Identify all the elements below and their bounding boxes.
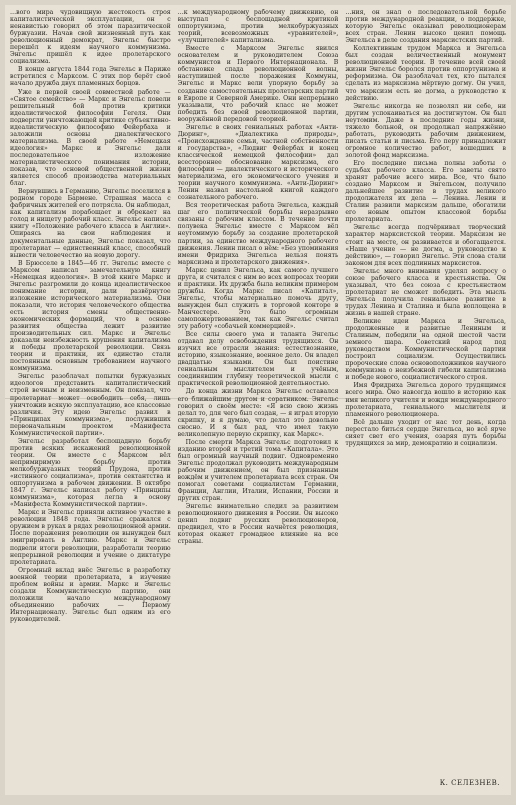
article-paragraph: В конце августа 1844 года Энгельс в Париже встретился с Марксом. С этих пор берёт своё начало дружба двух пламенных борцов. (10, 66, 171, 88)
article-paragraph: Все силы своего ума и таланта Энгельс отдавал делу освобождения трудящихся. Он изучил все отрасли знания: естествознание, историю, языкознание, военное дело. Он владел двадцатью языками. Он был поистине гениальным мыслителем и учёным, соединявшим глубину теоретической мысли с практической революционной деятельностью. (177, 331, 339, 388)
article-paragraph: Энгельс всегда подчёркивал творческий характер марксистской теории. Марксизм не стоит на месте, он развивается и обогащается. «Наше учение — не догма, а руководство к действию», — говорил Энгельс. Эти слова стали законом для всех подлинных марксистов. (345, 224, 506, 267)
author-signature: К. СЕЛЕЗНЕВ. (439, 778, 500, 787)
newspaper-page (5, 5, 511, 795)
article-paragraph: Вместе с Марксом Энгельс явился основателем и руководителем Союза коммунистов и Первого Интернационала. В обстановке спада революционной волны, наступившей после поражения Коммуны, Энгельс и Маркс вели упорную борьбу за создание самостоятельных пролетарских партий в Европе и Северной Америке. Они непрерывно указывали, что рабочий класс не может победить без своей революционной партии, вооружённой передовой теорией. (177, 45, 339, 123)
article-paragraph: Вся теоретическая работа Энгельса, каждый шаг его политической борьбы неразрывно связаны с рабочим классом. В течение почти полувека Энгельс вместе с Марксом вёл неутомимую борьбу за создание пролетарской партии, за единство международного рабочего движения. Ленин писал о нём: «Без упоминания имени Фридриха Энгельса нельзя понять марксизма и пролетарского движения». (177, 202, 339, 266)
article-paragraph: Уже в первой своей совместной работе — «Святое семейство» — Маркс и Энгельс повели решительный бой против критики идеалистической философии Гегеля. Они подвергли уничтожающей критике субъективно-идеалистическую философию Фейербаха и заложили основы диалектического материализма. В своей работе «Немецкая идеология» Маркс и Энгельс дали последовательное изложение материалистического понимания истории, показав, что основой общественной жизни является способ производства материальных благ. (10, 88, 171, 188)
article-paragraph: Энгельс разработал беспощадную борьбу против всяких искажений революционной теории. Он вместе с Марксом вёл непримиримую борьбу против мелкобуржуазных теорий Прудона, против «истинного социализма», против сектантства и оппортунизма в рабочем движении. В октябре 1847 г. Энгельс написал работу «Принципы коммунизма», которая легла в основу «Манифеста Коммунистической партии». (10, 437, 171, 509)
article-paragraph: …к международному рабочему движению, он выступал с беспощадной критикой оппортунизма, против мелкобуржуазных теорий, всевозможных «уравнителей», «улучшителей» капитализма. (177, 9, 339, 45)
article-paragraph: Огромный вклад внёс Энгельс в разработку военной теории пролетариата, в изучение проблем войны и армии. Маркс и Энгельс создали Коммунистическую партию, они положили начало международному объединению рабочих — Первому Интернационалу. Энгельс был одним из его руководителей. (10, 566, 171, 623)
article-paragraph: Энгельс никогда не позволял ни себе, ни другим успокаиваться на достигнутом. Он был неутомим. Даже в последние годы жизни, тяжело больной, он продолжал напряжённо работать, руководить рабочим движением, писать статьи и письма. Его перу принадлежит огромное количество работ, вошедших в золотой фонд марксизма. (345, 102, 506, 159)
article-paragraph: Маркс ценил Энгельса, как самого лучшего друга, и считался с ним во всех вопросах теории и практики. Их дружба была великим примером дружбы. Когда Маркс писал «Капитал», Энгельс, чтобы материально помочь другу, вынужден был служить в торговой конторе в Манчестере. Это было огромным самопожертвованием, так как Энгельс считал эту работу «собачьей коммерцией». (177, 266, 339, 331)
article-paragraph: …ния, он знал о последовательной борьбе против международной реакции, о поддержке, которую Энгельс оказывал революционерам всех стран. Ленин высоко ценил помощь Энгельса в деле создания марксистских партий. (345, 9, 506, 45)
article-paragraph: Коллективным трудом Маркса и Энгельса был создан величественный монумент революционной теории. В течение всей своей жизни Энгельс боролся против оппортунизма и реформизма. Он разоблачал тех, кто пытался сделать из марксизма мёртвую догму. Он учил, что марксизм есть не догма, а руководство к действию. (345, 45, 506, 102)
article-paragraph: Маркс и Энгельс приняли активное участие в революции 1848 года. Энгельс сражался с оружием в руках в рядах революционной армии. После поражения революции он вынужден был эмигрировать в Англию. Маркс и Энгельс подвели итоги революции, разработали теорию непрерывной революции и учение о диктатуре пролетариата. (10, 509, 171, 566)
article-paragraph: Всё дальше уходит от нас тот день, когда перестало биться сердце Энгельса, но всё ярче сияет свет его учения, озаряя путь борьбы трудящихся за мир, демократию и социализм. (345, 418, 506, 447)
article-paragraph: Великие идеи Маркса и Энгельса, продолженные и развитые Лениным и Сталиным, победили на одной шестой части земного шара. Советский народ под руководством Коммунистической партии построил социализм. Осуществились пророческие слова основоположников научного коммунизма о неизбежной гибели капитализма и победе нового, социалистического строя. (345, 318, 506, 382)
article-column-3 (345, 9, 506, 789)
article-paragraph: …вого мира чудовищную жестокость строя капиталистической эксплуатации, он с ненавистью говорил об этом паразитической буржуазии. Начав свой жизненный путь как революционный демократ, Энгельс быстро перешёл к идеям научного коммунизма. Энгельс пришёл к идее пролетарского социализма. (10, 9, 171, 66)
article-paragraph: Его последние письма полны заботы о судьбах рабочего класса. Его заветы свято хранят рабочие всего мира. Все, что было создано Марксом и Энгельсом, получило дальнейшее развитие в трудах великого продолжателя их дела — Ленина. Ленин и Сталин развили марксизм дальше, обогатили его новым опытом классовой борьбы пролетариата. (345, 159, 506, 224)
article-column-1 (10, 9, 171, 789)
article-paragraph: Энгельс в своих гениальных работах «Анти-Дюринг», «Диалектика природы», «Происхождение семьи, частной собственности и государства», «Людвиг Фейербах и конец классической немецкой философии» дал всестороннее обоснование марксизма, его философии — диалектического и исторического материализма, его экономического учения и теории научного коммунизма. «Анти-Дюринг» Ленин назвал настольной книгой каждого сознательного рабочего. (177, 123, 339, 202)
article-paragraph: Вернувшись в Германию, Энгельс поселился в родном городе Бармене. Страшная масса с фабричных жителей его потрясла. Он наблюдал, как капитализм порабощает и обрекает на голод и нищету рабочий класс. Энгельс написал книгу «Положение рабочего класса в Англии». Опираясь на свои наблюдения и документальные данные, Энгельс показал, что пролетариат — единственный класс, способный вывести человечество на новую дорогу. (10, 188, 171, 259)
article-paragraph: В Брюсселе в 1845—46 гг. Энгельс вместе с Марксом написал замечательную книгу «Немецкая идеология». В этой книге Маркс и Энгельс разгромили до конца идеалистическое понимание истории, дали развёрнутое изложение исторического материализма. Они показали, что история человеческого общества есть история смены общественно-экономических формаций, что в основе развития общества лежит развитие производительных сил. Маркс и Энгельс доказали неизбежность крушения капитализма и победы пролетарской революции. Связь теории и практики, их единство стали постоянным основным требованием научного коммунизма. (10, 259, 171, 373)
article-paragraph: Энгельс много внимания уделял вопросу о союзе рабочего класса и крестьянства. Он указывал, что без союза с крестьянством пролетариат не сможет победить. Эта мысль Энгельса получила гениальное развитие в трудах Ленина и Сталина и была воплощена в жизнь в нашей стране. (345, 267, 506, 317)
article-column-2 (178, 9, 339, 789)
article-paragraph: После смерти Маркса Энгельс подготовил к изданию второй и третий тома «Капитала». Это был огромный научный подвиг. Одновременно Энгельс продолжал руководить международным рабочим движением, он был признанным вождём и учителем пролетариата всех стран. Он помогал советами социалистам Германии, Франции, Англии, Италии, Испании, России и других стран. (177, 438, 339, 503)
article-paragraph: До конца жизни Маркса Энгельс оставался его ближайшим другом и соратником. Энгельс говорил о своём месте: «Я всю свою жизнь делал то, для чего был создан, — я играл вторую скрипку, и я думаю, что делал это довольно сносно. И я был рад, что имел такую великолепную первую скрипку, как Маркс». (177, 388, 339, 438)
article-paragraph: Энгельс внимательно следил за развитием революционного движения в России. Он высоко ценил подвиг русских революционеров, предвидел, что в России начнётся революция, которая окажет громадное влияние на все страны. (177, 503, 339, 546)
article-paragraph: Энгельс разоблачал попытки буржуазных идеологов представить капиталистический строй вечным и неизменным. Он показал, что пролетариат может освободить себя, лишь уничтожив всякую эксплуатацию, все классовые различия. Эту идею Энгельс развил в «Принципах коммунизма», послуживших первоначальным проектом «Манифеста Коммунистической партии». (10, 373, 171, 437)
article-paragraph: Имя Фридриха Энгельса дорого трудящимся всего мира. Оно навсегда вошло в историю как имя великого учителя и вождя международного пролетариата, гениального мыслителя и пламенного революционера. (345, 382, 506, 418)
